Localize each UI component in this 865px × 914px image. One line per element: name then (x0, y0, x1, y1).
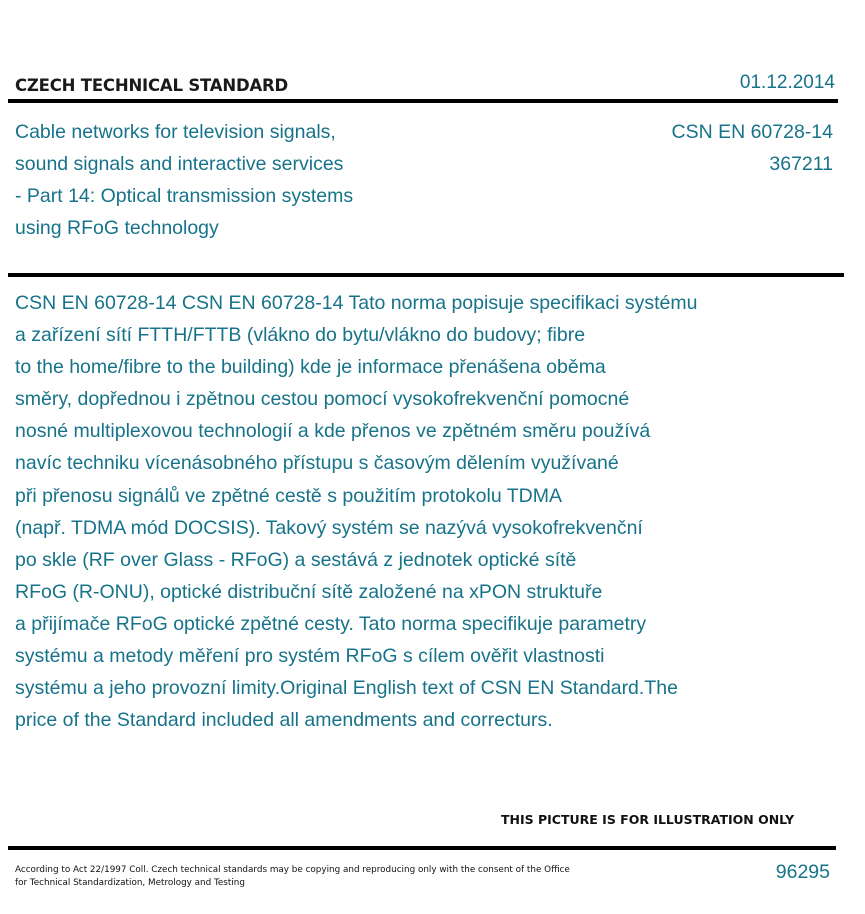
description-line: a přijímače RFoG optické zpětné cesty. Tato norma specifikuje parametry (15, 612, 647, 635)
description-line: směry, dopřednou i zpětnou cestou pomocí vysokofrekvenční pomocné (15, 388, 630, 411)
title-line: Cable networks for television signals, (15, 121, 336, 143)
description-line: to the home/fibre to the building) kde je informace přenášena oběma (15, 356, 606, 379)
legal-line: According to Act 22/1997 Coll. Czech technical standards may be copying and reproducing only with the consent of the Office (15, 865, 570, 875)
description-line: při přenosu signálů ve zpětné cestě s použitím protokolu TDMA (15, 484, 562, 507)
description-line: systému a jeho provozní limity.Original English text of CSN EN Standard.The (15, 677, 678, 700)
legal-notice (15, 864, 615, 890)
description-line: price of the Standard included all amendments and correcturs. (15, 709, 553, 732)
title-line: sound signals and interactive services (15, 153, 344, 175)
document-number: 96295 (775, 861, 830, 883)
description-line: po skle (RF over Glass - RFoG) a sestává z jednotek optické sítě (15, 548, 577, 571)
document-type-label: CZECH TECHNICAL STANDARD (15, 76, 289, 95)
description-line: nosné multiplexovou technologií a kde přenos ve zpětném směru používá (15, 420, 651, 443)
title-line: - Part 14: Optical transmission systems (15, 185, 354, 207)
description-line: CSN EN 60728-14 CSN EN 60728-14 Tato norma popisuje specifikaci systému (15, 292, 698, 314)
publication-date: 01.12.2014 (739, 72, 835, 93)
description-line: systému a metody měření pro systém RFoG s cílem ověřit vlastnosti (15, 645, 605, 668)
footer-rule (8, 846, 836, 850)
standard-description (15, 287, 835, 736)
standard-title (15, 116, 353, 244)
illustration-note: THIS PICTURE IS FOR ILLUSTRATION ONLY (501, 812, 795, 827)
description-line: navíc techniku vícenásobného přístupu s časovým dělením využívané (15, 452, 619, 475)
description-line: (např. TDMA mód DOCSIS). Takový systém se nazývá vysokofrekvenční (15, 516, 643, 539)
standard-code: CSN EN 60728-14 (671, 121, 833, 143)
description-line: a zařízení sítí FTTH/FTTB (vlákno do bytu/vlákno do budovy; fibre (15, 324, 586, 347)
title-line: using RFoG technology (15, 217, 219, 239)
description-line: RFoG (R-ONU), optické distribuční sítě založené na xPON struktuře (15, 580, 603, 603)
legal-line: for Technical Standardization, Metrology and Testing (15, 878, 245, 888)
standard-codes (671, 116, 833, 180)
class-number: 367211 (769, 153, 833, 175)
section-rule (8, 273, 844, 277)
header-rule (8, 99, 838, 103)
